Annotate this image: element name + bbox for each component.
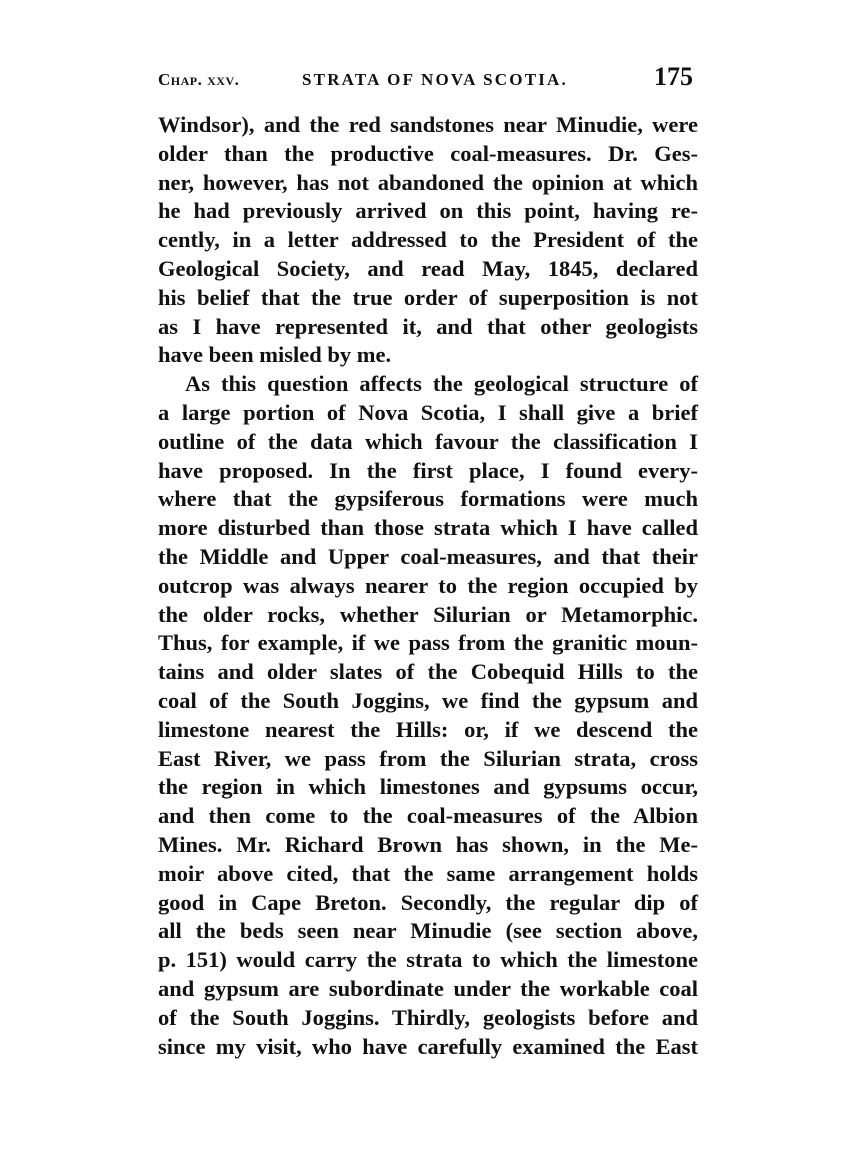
text-line: ner, however, has not abandoned the opinion at which (158, 169, 698, 195)
text-line: tains and older slates of the Cobequid Hills to the (158, 659, 698, 685)
text-line: his belief that the true order of superposition is not (158, 284, 698, 310)
text-line: have proposed. In the first place, I found every- (158, 457, 698, 483)
chapter-label: Chap. xxv. (158, 70, 240, 89)
running-head (158, 62, 703, 96)
text-line: of the South Joggins. Thirdly, geologists before and (158, 1004, 698, 1030)
text-line: a large portion of Nova Scotia, I shall give a brief (158, 399, 698, 425)
text-line: coal of the South Joggins, we find the gypsum and (158, 687, 698, 713)
text-line: he had previously arrived on this point, having re- (158, 198, 698, 224)
running-title: STRATA OF NOVA SCOTIA. (302, 70, 568, 89)
text-line: and gypsum are subordinate under the workable coal (158, 975, 698, 1001)
text-line: the older rocks, whether Silurian or Metamorphic. (158, 601, 698, 627)
body-text (158, 111, 698, 1061)
text-line: Mines. Mr. Richard Brown has shown, in the Me- (158, 831, 698, 857)
text-line: moir above cited, that the same arrangement holds (158, 860, 698, 886)
text-line: good in Cape Breton. Secondly, the regular dip of (158, 889, 698, 915)
text-line: the region in which limestones and gypsums occur, (158, 774, 698, 800)
paragraph-first-line: As this question affects the geological structure of (185, 371, 698, 397)
text-line: p. 151) would carry the strata to which the limestone (158, 947, 698, 973)
text-line: Thus, for example, if we pass from the granitic moun- (158, 630, 698, 656)
text-line: cently, in a letter addressed to the President of the (158, 227, 698, 253)
text-line: and then come to the coal-measures of the Albion (158, 803, 698, 829)
text-line: as I have represented it, and that other geologists (158, 313, 698, 339)
text-line: limestone nearest the Hills: or, if we descend the (158, 716, 698, 742)
text-line: all the beds seen near Minudie (see section above, (158, 918, 698, 944)
page-number: 175 (654, 62, 693, 91)
text-line: the Middle and Upper coal-measures, and that their (158, 543, 698, 569)
text-line: have been misled by me. (158, 342, 392, 368)
text-line: where that the gypsiferous formations were much (158, 486, 698, 512)
text-line: more disturbed than those strata which I have called (158, 515, 698, 541)
text-line: Windsor), and the red sandstones near Minudie, were (158, 112, 698, 137)
text-line: older than the productive coal-measures. Dr. Ges- (158, 140, 698, 166)
text-line: since my visit, who have carefully examined the East (158, 1033, 698, 1059)
text-line: outcrop was always nearer to the region occupied by (158, 572, 698, 598)
text-line: outline of the data which favour the classification I (158, 428, 698, 454)
text-line: Geological Society, and read May, 1845, declared (158, 255, 698, 281)
text-line: East River, we pass from the Silurian strata, cross (158, 745, 698, 771)
